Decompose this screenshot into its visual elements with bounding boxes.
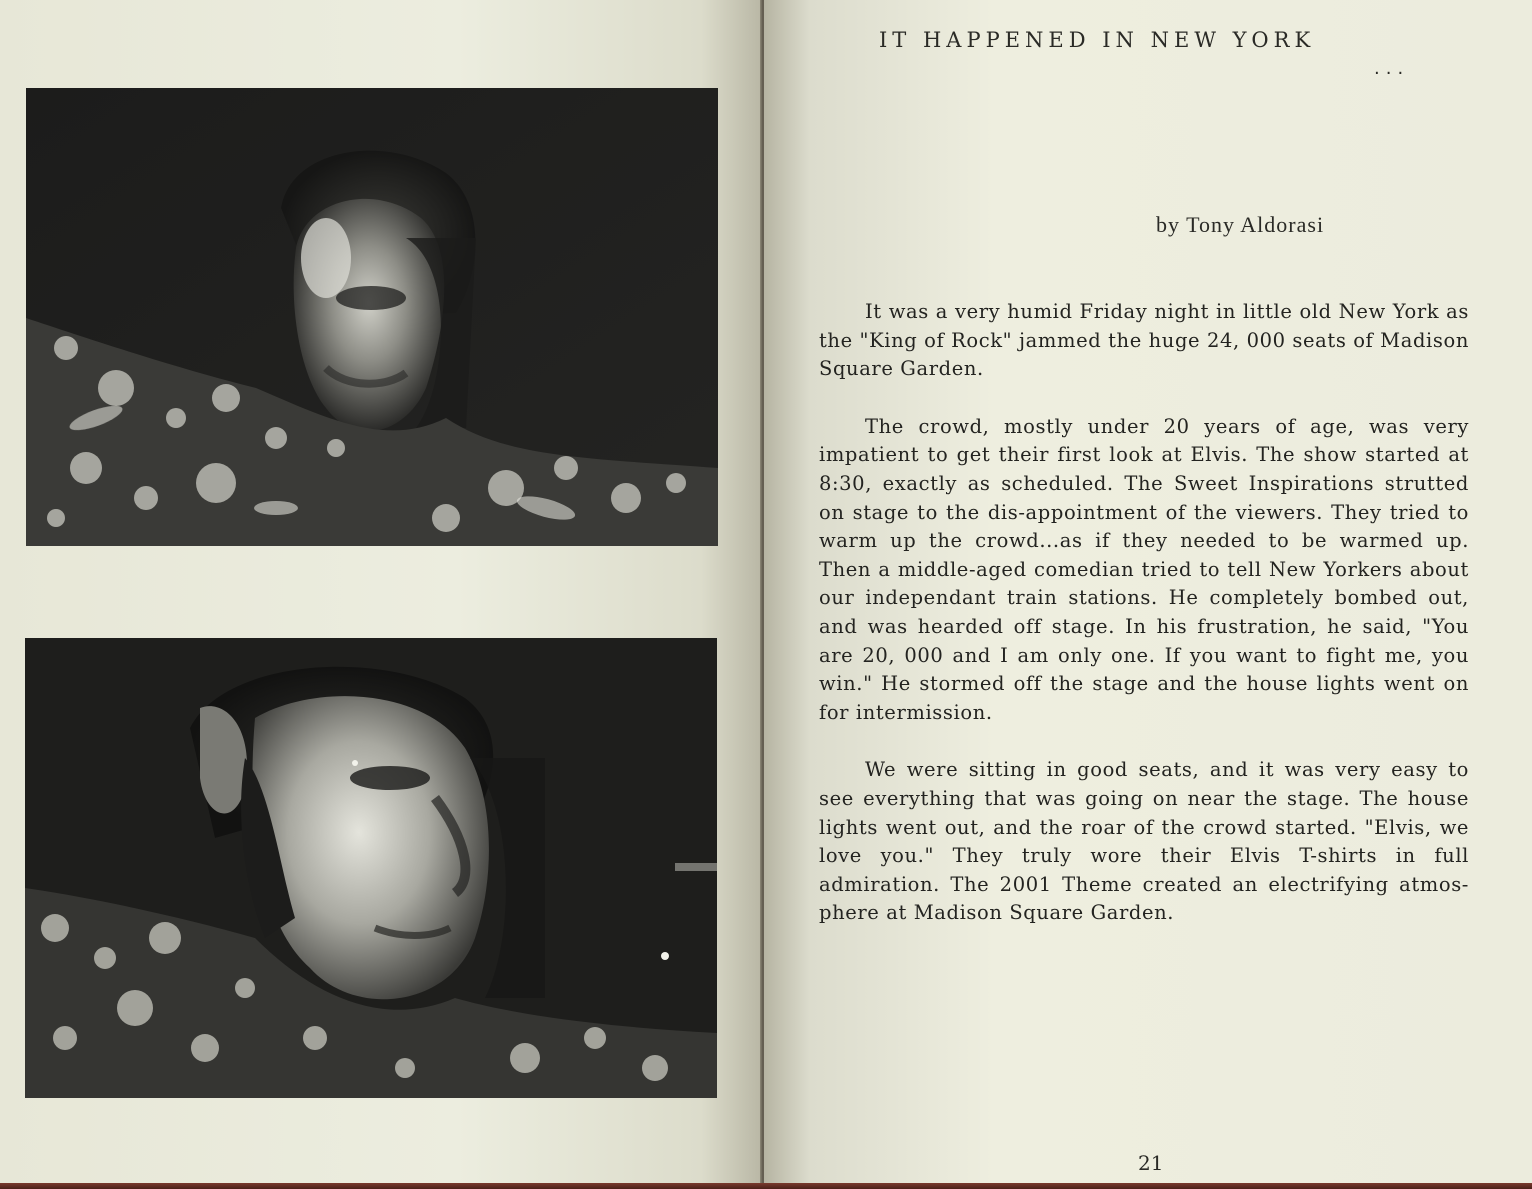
paragraph-3: We were sitting in good seats, and it was very easy to see everything that was going on near the stage. The house lights went out, and the roar of the crowd started. "Elvis, we love you." They truly wore their Elvis T-shirts in full admiration. The 2001 Theme created an electrifying atmos-phere at Madison Square Garden. <box>819 758 1469 925</box>
running-head-ellipsis: ... <box>1374 58 1410 79</box>
portrait-photo-icon <box>25 638 717 1098</box>
page-number: 21 <box>1138 1151 1164 1175</box>
running-head: IT HAPPENED IN NEW YORK <box>879 28 1316 52</box>
paragraph-1: It was a very humid Friday night in little old New York as the "King of Rock" jammed the huge 24, 000 seats of Madison Square Garden. <box>819 300 1469 381</box>
photo-top <box>26 88 718 546</box>
article-body <box>819 298 1469 957</box>
photo-bottom <box>25 638 717 1098</box>
portrait-photo-icon <box>26 88 718 546</box>
right-page <box>764 0 1532 1189</box>
author-byline: by Tony Aldorasi <box>1156 212 1325 237</box>
left-page <box>0 0 762 1189</box>
book-bottom-edge <box>0 1183 1532 1189</box>
paragraph-2: The crowd, mostly under 20 years of age, was very impatient to get their first look at Elvis. The show started at 8:30, exactly as scheduled. The Sweet Inspirations strutted on stage to the dis-appointment of the viewers. They tried to warm up the crowd...as if they needed to be warmed up. Then a middle-aged comedian tried to tell New Yorkers about our independant train stations. He completely bombed out, and was hearded off stage. In his frustration, he said, "You are 20, 000 and I am only one. If you want to fight me, you win." He stormed off the stage and the house lights went on for intermission. <box>819 414 1469 724</box>
